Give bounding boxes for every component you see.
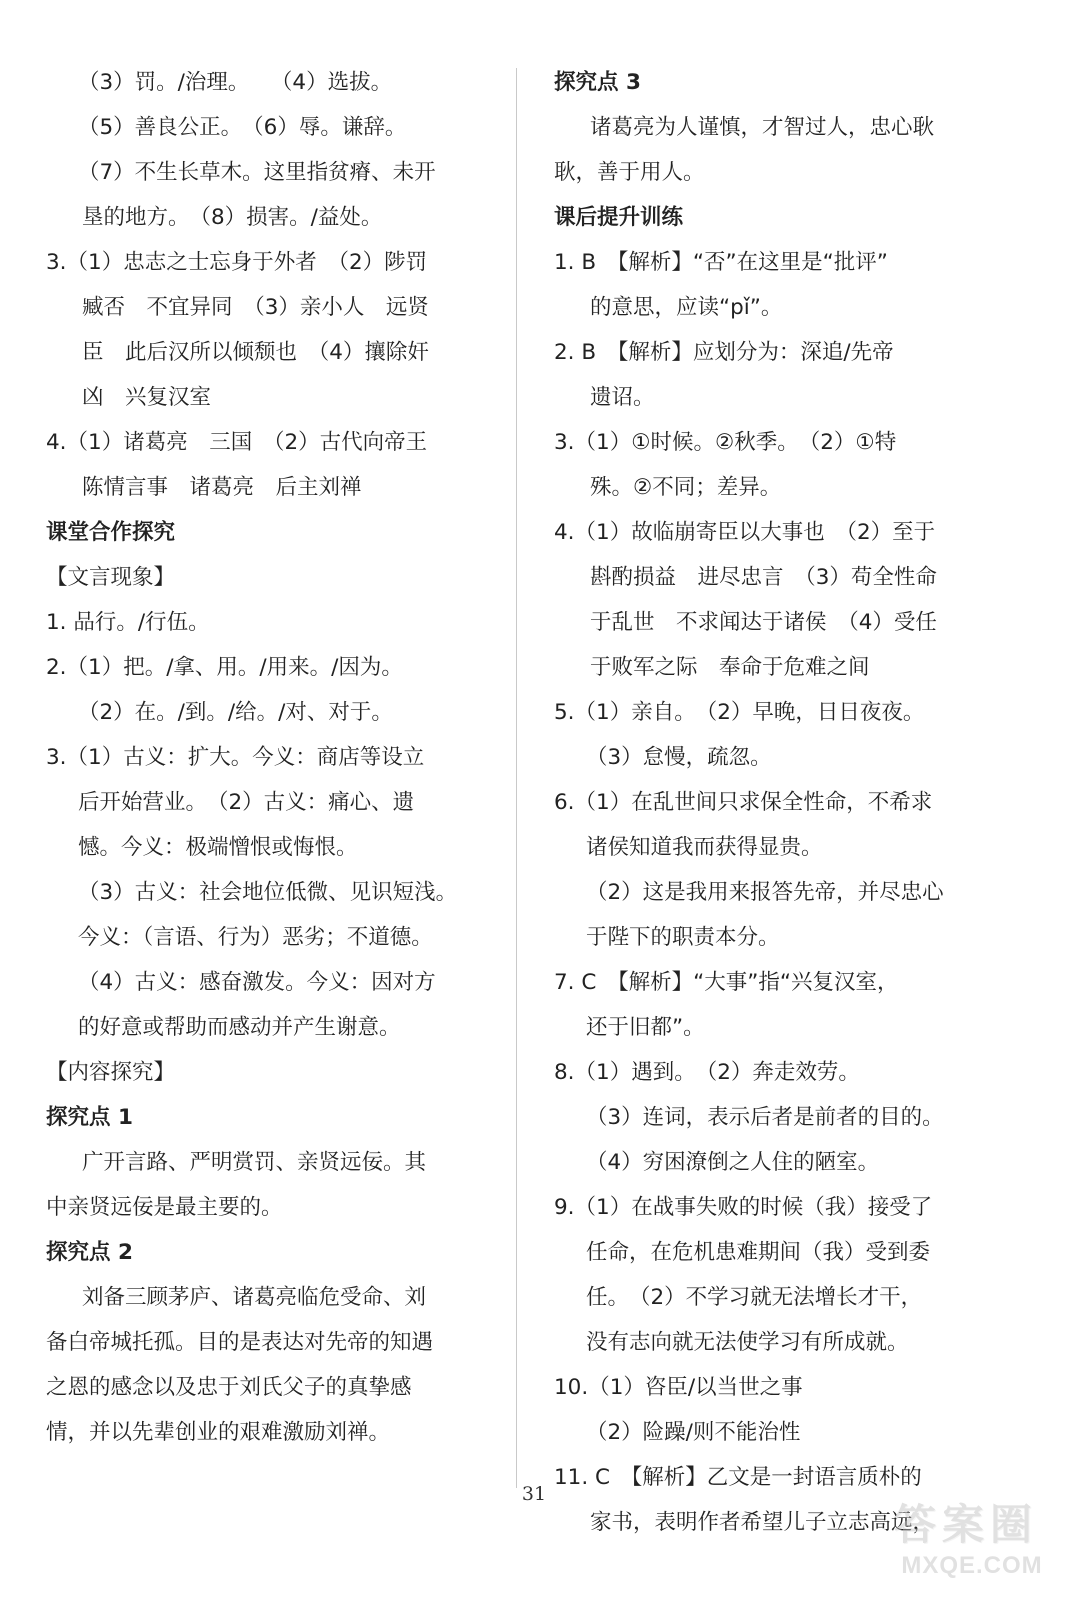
text-line: 2.（1）把。/拿、用。/用来。/因为。 — [46, 655, 403, 680]
watermark-url: MXQE.COM — [901, 1552, 1043, 1579]
text-line: （4）古义：感奋激发。今义：因对方 — [78, 970, 436, 995]
text-line: 后开始营业。 （2）古义：痛心、遗 — [78, 790, 415, 815]
text-line: 10.（1）咨臣/以当世之事 — [554, 1375, 803, 1400]
text-line: 陈情言事 诸葛亮 后主刘禅 — [82, 475, 362, 500]
text-line: （3）罚。/治理。 （4）选拔。 — [78, 70, 393, 95]
text-line: 7. C 【解析】“大事”指“兴复汉室， — [554, 970, 899, 995]
section-heading: 探究点 2 — [46, 1240, 133, 1265]
text-line: 还于旧都”。 — [586, 1015, 705, 1040]
text-line: 遗诏。 — [590, 385, 655, 410]
text-line: 【文言现象】 — [46, 565, 176, 590]
text-line: 备白帝城托孤。目的是表达对先帝的知遇 — [46, 1330, 434, 1355]
left-column — [46, 60, 486, 1455]
text-line: 8.（1）遇到。 （2）奔走效劳。 — [554, 1060, 860, 1085]
text-line: （2）这是我用来报答先帝，并尽忠心 — [586, 880, 944, 905]
text-line: （3）怠慢，疏忽。 — [586, 745, 772, 770]
text-line: （5）善良公正。 （6）辱。谦辞。 — [78, 115, 407, 140]
text-line: 的好意或帮助而感动并产生谢意。 — [78, 1015, 401, 1040]
text-line: 于陛下的职责本分。 — [586, 925, 780, 950]
text-line: 耿，善于用人。 — [554, 160, 705, 185]
text-line: 垦的地方。 （8）损害。/益处。 — [82, 205, 383, 230]
section-heading: 课堂合作探究 — [46, 520, 176, 545]
text-line: 没有志向就无法使学习有所成就。 — [586, 1330, 909, 1355]
text-line: 2. B 【解析】应划分为：深追/先帝 — [554, 340, 894, 365]
text-line: 诸葛亮为人谨慎，才智过人，忠心耿 — [590, 115, 935, 140]
text-line: 3.（1）忠志之士忘身于外者 （2）陟罚 — [46, 250, 428, 275]
text-line: （7）不生长草木。这里指贫瘠、未开 — [78, 160, 436, 185]
text-line: 6.（1）在乱世间只求保全性命，不希求 — [554, 790, 933, 815]
text-line: （3）连词，表示后者是前者的目的。 — [586, 1105, 944, 1130]
text-line: 于败军之际 奉命于危难之间 — [590, 655, 870, 680]
text-line: 4.（1）故临崩寄臣以大事也 （2）至于 — [554, 520, 936, 545]
text-line: 任。 （2）不学习就无法增长才干， — [586, 1285, 923, 1310]
text-line: 殊。②不同；差异。 — [590, 475, 782, 500]
text-line: 3.（1）古义：扩大。今义：商店等设立 — [46, 745, 425, 770]
section-heading: 课后提升训练 — [554, 205, 684, 230]
watermark-glyphs: 答案圈 — [894, 1500, 1039, 1549]
text-line: 凶 兴复汉室 — [82, 385, 212, 410]
text-line: 11. C 【解析】乙文是一封语言质朴的 — [554, 1465, 922, 1490]
text-line: 中亲贤远佞是最主要的。 — [46, 1195, 283, 1220]
right-column — [554, 60, 994, 1545]
text-line: 臣 此后汉所以倾颓也 （4）攘除奸 — [82, 340, 429, 365]
section-heading: 探究点 1 — [46, 1105, 133, 1130]
text-line: 于乱世 不求闻达于诸侯 （4）受任 — [590, 610, 937, 635]
text-line: 的意思，应读“pǐ”。 — [590, 295, 783, 320]
text-line: 之恩的感念以及忠于刘氏父子的真挚感 — [46, 1375, 412, 1400]
text-line: 臧否 不宜异同 （3）亲小人 远贤 — [82, 295, 429, 320]
text-line: 5.（1）亲自。 （2）早晚，日日夜夜。 — [554, 700, 925, 725]
text-line: 诸侯知道我而获得显贵。 — [586, 835, 823, 860]
text-line: 广开言路、严明赏罚、亲贤远佞。其 — [82, 1150, 427, 1175]
text-line: 家书，表明作者希望儿子立志高远， — [590, 1510, 935, 1535]
text-line: 斟酌损益 进尽忠言 （3）苟全性命 — [590, 565, 937, 590]
text-line: 今义：（言语、行为）恶劣；不道德。 — [78, 925, 433, 950]
text-line: 任命，在危机患难期间（我）受到委 — [586, 1240, 931, 1265]
text-line: 刘备三顾茅庐、诸葛亮临危受命、刘 — [82, 1285, 427, 1310]
page-number: 31 — [521, 1483, 547, 1505]
text-line: 1. B 【解析】“否”在这里是“批评” — [554, 250, 888, 275]
text-line: （4）穷困潦倒之人住的陋室。 — [586, 1150, 880, 1175]
text-line: 【内容探究】 — [46, 1060, 176, 1085]
text-line: 9.（1）在战事失败的时候（我）接受了 — [554, 1195, 933, 1220]
text-line: 憾。今义：极端憎恨或悔恨。 — [78, 835, 358, 860]
text-line: 4.（1）诸葛亮 三国 （2）古代向帝王 — [46, 430, 428, 455]
text-line: （2）在。/到。/给。/对、对于。 — [78, 700, 393, 725]
text-line: （2）险躁/则不能治性 — [586, 1420, 801, 1445]
text-line: 1. 品行。/行伍。 — [46, 610, 210, 635]
column-divider — [516, 68, 517, 1488]
section-heading: 探究点 3 — [554, 70, 641, 95]
text-line: 3.（1）①时候。②秋季。 （2）①特 — [554, 430, 897, 455]
watermark-logo — [882, 1490, 1062, 1598]
text-line: （3）古义：社会地位低微、见识短浅。 — [78, 880, 458, 905]
text-line: 情，并以先辈创业的艰难激励刘禅。 — [46, 1420, 391, 1445]
